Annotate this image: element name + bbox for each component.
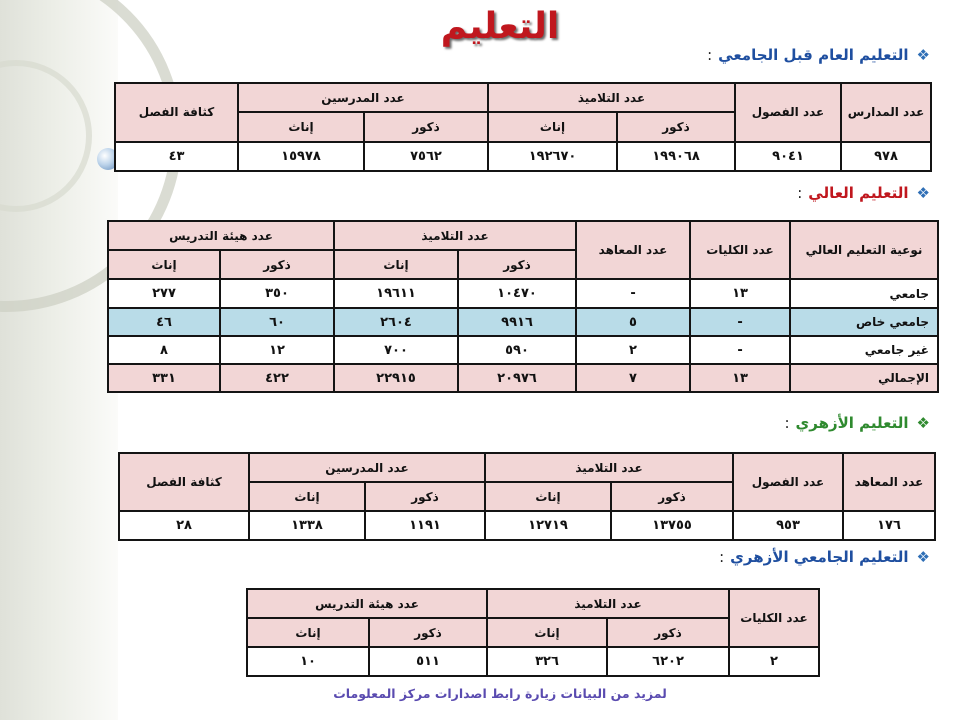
header-colleges: عدد الكليات [729, 589, 819, 647]
section-heading-azhar-university: ❖التعليم الجامعي الأزهري: [719, 548, 930, 566]
cell-institutes: ٧ [576, 364, 690, 392]
header-teachers: عدد المدرسين [238, 83, 488, 112]
header-staff: عدد هيئة التدريس [247, 589, 487, 618]
header-students-males: ذكور [611, 482, 733, 511]
cell-students-males: ١٩٩٠٦٨ [617, 142, 735, 171]
table-row [108, 336, 938, 364]
cell-staff-males: ٥١١ [369, 647, 487, 676]
header-students: عدد التلاميذ [485, 453, 733, 482]
cell-students-females: ٧٠٠ [334, 336, 458, 364]
table-row [108, 308, 938, 336]
header-type: نوعية التعليم العالي [790, 221, 938, 279]
header-institutes: عدد المعاهد [843, 453, 935, 511]
table-row [119, 511, 935, 540]
cell-students-females: ١٩٢٦٧٠ [488, 142, 617, 171]
cell-staff-females: ٣٣١ [108, 364, 220, 392]
cell-institutes: ٥ [576, 308, 690, 336]
cell-students-males: ٢٠٩٧٦ [458, 364, 576, 392]
header-students-males: ذكور [617, 112, 735, 142]
cell-students-females: ٢٦٠٤ [334, 308, 458, 336]
cell-institutes: - [576, 279, 690, 308]
cell-colleges: ٢ [729, 647, 819, 676]
header-students-females: إناث [488, 112, 617, 142]
cell-students-males: ١٠٤٧٠ [458, 279, 576, 308]
header-teachers-females: إناث [238, 112, 364, 142]
header-teachers-males: ذكور [364, 112, 488, 142]
cell-students-males: ٦٢٠٢ [607, 647, 729, 676]
header-institutes: عدد المعاهد [576, 221, 690, 279]
header-staff: عدد هيئة التدريس [108, 221, 334, 250]
cell-teachers-males: ١١٩١ [365, 511, 485, 540]
cell-type: جامعي [790, 279, 938, 308]
cell-density: ٤٣ [115, 142, 238, 171]
header-classes: عدد الفصول [733, 453, 843, 511]
header-staff-females: إناث [247, 618, 369, 647]
cell-type: الإجمالي [790, 364, 938, 392]
section-heading-higher: ❖التعليم العالي: [797, 184, 930, 202]
azhar-university-table [246, 588, 820, 677]
cell-students-females: ١٢٧١٩ [485, 511, 611, 540]
header-staff-males: ذكور [220, 250, 334, 279]
cell-staff-males: ١٢ [220, 336, 334, 364]
header-density: كثافة الفصل [119, 453, 249, 511]
header-teachers-males: ذكور [365, 482, 485, 511]
cell-classes: ٩٠٤١ [735, 142, 841, 171]
page-title: التعليم [440, 6, 560, 47]
cell-colleges: ١٣ [690, 279, 790, 308]
footer-link-text[interactable]: لمزيد من البيانات زيارة رابط اصدارات مركز المعلومات [333, 686, 667, 701]
table-row [115, 142, 931, 171]
header-staff-males: ذكور [369, 618, 487, 647]
header-students: عدد التلاميذ [334, 221, 576, 250]
cell-staff-females: ٨ [108, 336, 220, 364]
header-teachers-females: إناث [249, 482, 365, 511]
header-colleges: عدد الكليات [690, 221, 790, 279]
cell-teachers-males: ٧٥٦٢ [364, 142, 488, 171]
header-students-females: إناث [487, 618, 607, 647]
cell-colleges: ١٣ [690, 364, 790, 392]
header-classes: عدد الفصول [735, 83, 841, 142]
cell-staff-males: ٦٠ [220, 308, 334, 336]
cell-colleges: - [690, 308, 790, 336]
table-row-total [108, 364, 938, 392]
cell-type: جامعي خاص [790, 308, 938, 336]
cell-schools: ٩٧٨ [841, 142, 931, 171]
higher-education-table [107, 220, 939, 393]
header-schools: عدد المدارس [841, 83, 931, 142]
header-students-males: ذكور [458, 250, 576, 279]
cell-classes: ٩٥٣ [733, 511, 843, 540]
cell-staff-females: ٤٦ [108, 308, 220, 336]
table-row [108, 279, 938, 308]
cell-colleges: - [690, 336, 790, 364]
header-density: كثافة الفصل [115, 83, 238, 142]
section-heading-azhar: ❖التعليم الأزهري: [784, 414, 930, 432]
section-heading-pre-university: ❖التعليم العام قبل الجامعي: [707, 46, 930, 64]
cell-students-females: ٢٢٩١٥ [334, 364, 458, 392]
cell-staff-males: ٤٢٢ [220, 364, 334, 392]
header-students-females: إناث [334, 250, 458, 279]
cell-type: غير جامعي [790, 336, 938, 364]
cell-teachers-females: ١٣٣٨ [249, 511, 365, 540]
pre-university-table [114, 82, 932, 172]
diamond-bullet-icon: ❖ [916, 414, 930, 432]
cell-students-females: ٣٢٦ [487, 647, 607, 676]
azhar-table [118, 452, 936, 541]
header-teachers: عدد المدرسين [249, 453, 485, 482]
cell-institutes: ١٧٦ [843, 511, 935, 540]
cell-students-males: ٥٩٠ [458, 336, 576, 364]
header-students-females: إناث [485, 482, 611, 511]
cell-staff-females: ٢٧٧ [108, 279, 220, 308]
diamond-bullet-icon: ❖ [916, 184, 930, 202]
cell-staff-males: ٣٥٠ [220, 279, 334, 308]
header-students: عدد التلاميذ [487, 589, 729, 618]
cell-students-males: ١٣٧٥٥ [611, 511, 733, 540]
cell-students-females: ١٩٦١١ [334, 279, 458, 308]
diamond-bullet-icon: ❖ [916, 46, 930, 64]
diamond-bullet-icon: ❖ [916, 548, 930, 566]
header-staff-females: إناث [108, 250, 220, 279]
cell-institutes: ٢ [576, 336, 690, 364]
header-students: عدد التلاميذ [488, 83, 735, 112]
cell-students-males: ٩٩١٦ [458, 308, 576, 336]
cell-teachers-females: ١٥٩٧٨ [238, 142, 364, 171]
table-row [247, 647, 819, 676]
cell-density: ٢٨ [119, 511, 249, 540]
header-students-males: ذكور [607, 618, 729, 647]
cell-staff-females: ١٠ [247, 647, 369, 676]
